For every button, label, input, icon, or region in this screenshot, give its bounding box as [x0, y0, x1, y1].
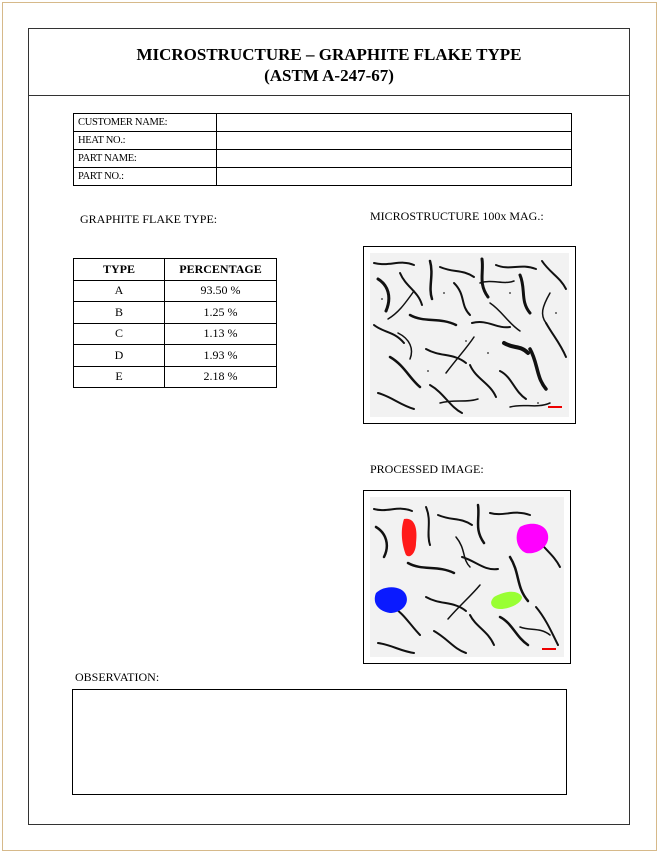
info-row-heat — [74, 132, 572, 150]
table-row — [74, 345, 277, 367]
processed-image-frame — [363, 490, 571, 664]
type-cell: B — [74, 302, 165, 324]
type-cell: D — [74, 345, 165, 367]
type-cell: E — [74, 366, 165, 388]
processed-image — [370, 497, 564, 657]
table-row — [74, 323, 277, 345]
heat-no-field[interactable] — [217, 132, 572, 150]
part-no-field[interactable] — [217, 168, 572, 186]
type-cell: A — [74, 280, 165, 302]
observation-label: OBSERVATION: — [75, 670, 160, 684]
report-sheet — [28, 28, 630, 825]
micrograph-label: MICROSTRUCTURE 100x MAG.: — [370, 209, 544, 223]
percentage-cell: 93.50 % — [165, 280, 277, 302]
customer-name-label: CUSTOMER NAME: — [74, 114, 217, 132]
type-cell: C — [74, 323, 165, 345]
customer-info-table — [73, 113, 572, 186]
customer-name-field[interactable] — [217, 114, 572, 132]
report-title: MICROSTRUCTURE – GRAPHITE FLAKE TYPE — [136, 45, 522, 64]
percentage-cell: 1.25 % — [165, 302, 277, 324]
heat-no-label: HEAT NO.: — [74, 132, 217, 150]
percentage-column-header: PERCENTAGE — [165, 259, 277, 281]
part-name-field[interactable] — [217, 150, 572, 168]
percentage-cell: 1.13 % — [165, 323, 277, 345]
table-row — [74, 302, 277, 324]
report-subtitle: (ASTM A-247-67) — [264, 66, 394, 85]
observation-field[interactable] — [72, 689, 567, 795]
flake-type-label: GRAPHITE FLAKE TYPE: — [80, 212, 218, 226]
percentage-cell: 1.93 % — [165, 345, 277, 367]
flake-type-table — [73, 258, 277, 388]
flake-type-header-row — [74, 259, 277, 281]
micrograph-frame — [363, 246, 576, 424]
report-header — [29, 29, 629, 96]
info-row-part-no — [74, 168, 572, 186]
type-column-header: TYPE — [74, 259, 165, 281]
table-row — [74, 280, 277, 302]
info-row-customer — [74, 114, 572, 132]
info-row-part-name — [74, 150, 572, 168]
part-name-label: PART NAME: — [74, 150, 217, 168]
table-row — [74, 366, 277, 388]
percentage-cell: 2.18 % — [165, 366, 277, 388]
part-no-label: PART NO.: — [74, 168, 217, 186]
processed-image-label: PROCESSED IMAGE: — [370, 462, 484, 476]
micrograph-image — [370, 253, 569, 417]
